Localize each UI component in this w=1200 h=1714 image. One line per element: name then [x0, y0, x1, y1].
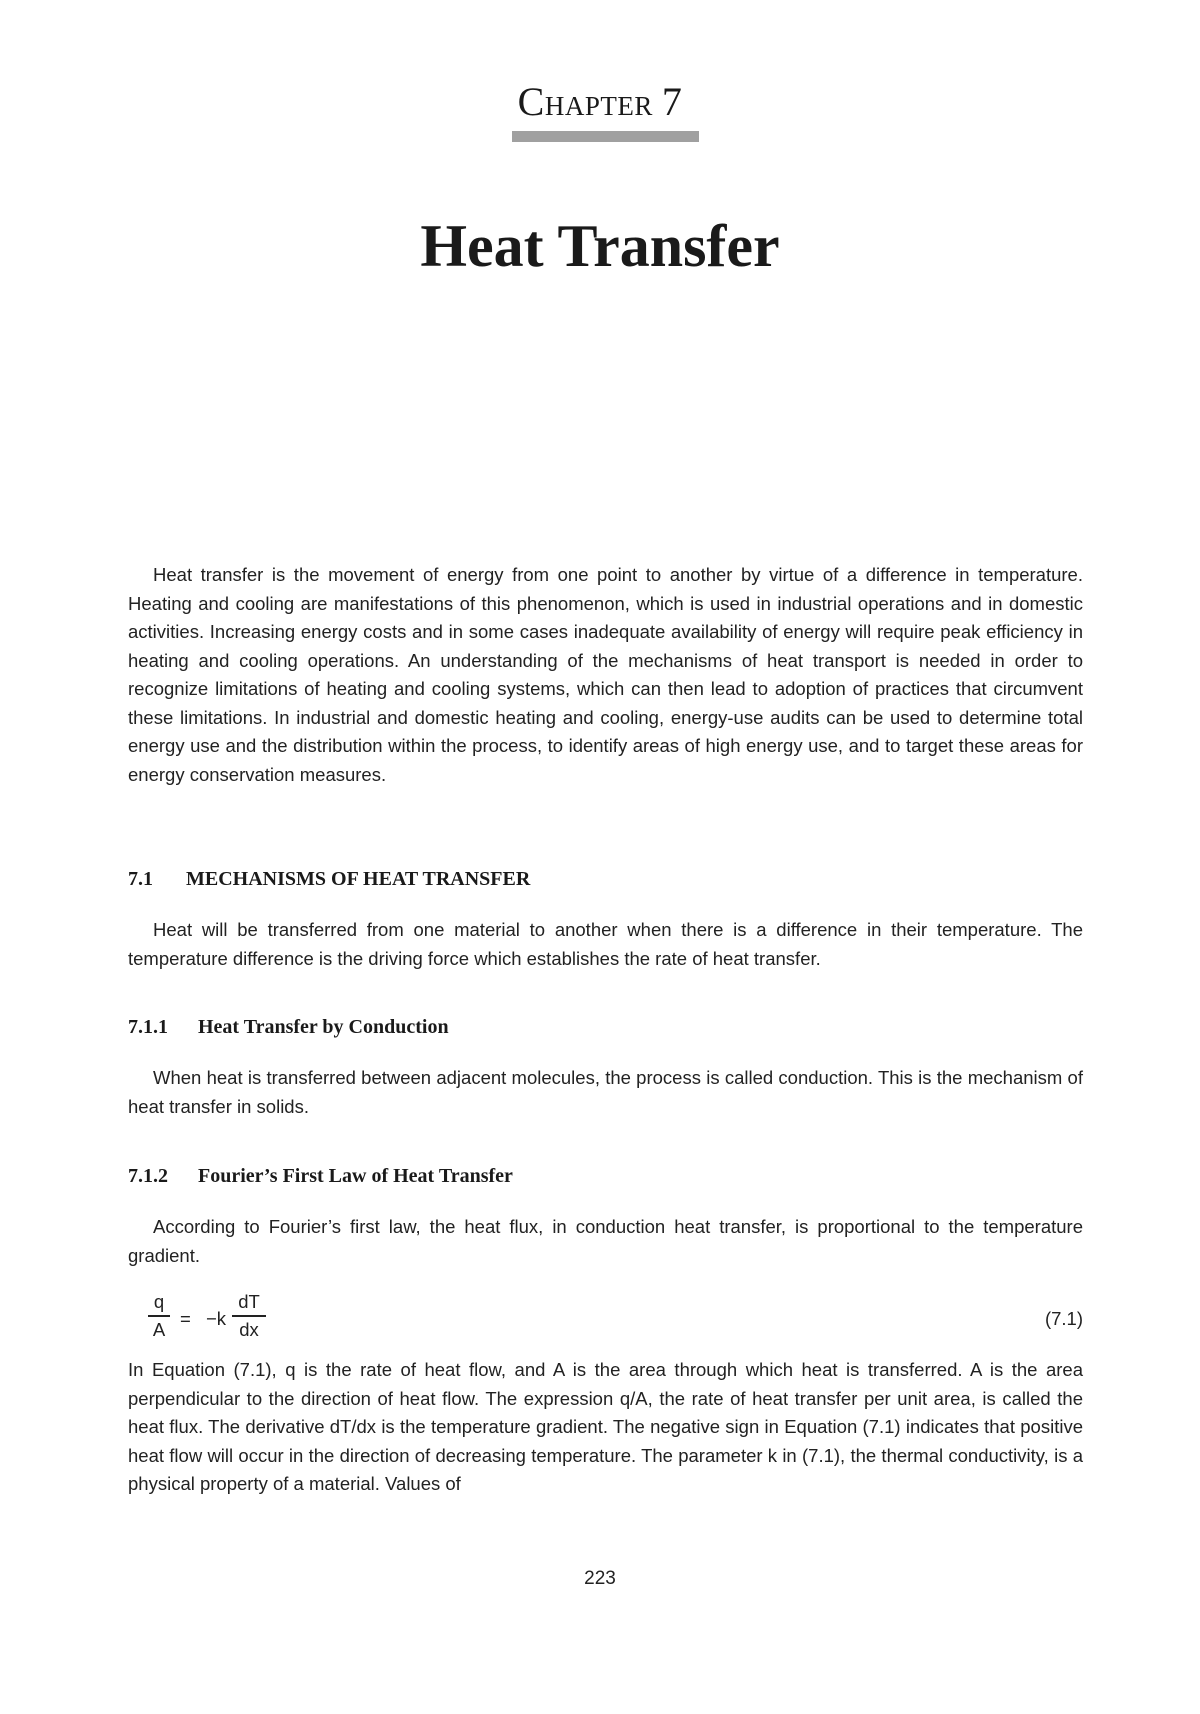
subsection-heading — [128, 1016, 449, 1039]
chapter-label — [0, 78, 1200, 125]
fraction-numerator: q — [153, 1291, 165, 1312]
subsection-paragraph: According to Fourier’s first law, the heat flux, in conduction heat transfer, is proportional to the temperature gradient. — [128, 1216, 1083, 1266]
fraction-numerator: dT — [238, 1291, 260, 1312]
coefficient: −k — [206, 1308, 227, 1329]
fraction-q-over-a — [148, 1290, 170, 1342]
page-number: 223 — [584, 1568, 616, 1589]
subsection-number: 7.1.2 — [128, 1165, 168, 1187]
fraction-denominator: dx — [239, 1318, 259, 1340]
section-paragraph: Heat will be transferred from one material to another when there is a difference in their temperature. The temperature difference is the driving force which establishes the rate of heat transfer. — [128, 919, 1083, 969]
subsection-title: Heat Transfer by Conduction — [198, 1016, 449, 1038]
section-heading — [128, 868, 530, 891]
chapter-rule — [512, 131, 699, 142]
section-number: 7.1 — [128, 868, 153, 890]
intro-paragraph: Heat transfer is the movement of energy from one point to another by virtue of a difference in temperature. Heating and cooling are manifestations of this phenomenon, which is used in industrial operations and in domestic activities. Increasing energy costs and in some cases inadequate availability of energy will require peak efficiency in heating and cooling operations. An understanding of the mechanisms of heat transport is needed in order to recognize limitations of heating and cooling systems, which can then lead to adoption of practices that circumvent these limitations. In industrial and domestic heating and cooling, energy-use audits can be used to determine total energy use and the distribution within the process, to identify areas of high energy use, and to target these areas for energy conservation measures. — [128, 564, 1083, 785]
chapter-title: Heat Transfer — [420, 213, 780, 279]
subsection-number: 7.1.1 — [128, 1016, 168, 1038]
chapter-label-initial: C — [517, 79, 545, 124]
chapter-label-rest: HAPTER — [544, 91, 653, 121]
section-title: MECHANISMS OF HEAT TRANSFER — [186, 868, 531, 890]
subsection-heading — [128, 1165, 513, 1188]
equation-fourier — [128, 1290, 1083, 1352]
equation-explanation: In Equation (7.1), q is the rate of heat flow, and A is the area through which heat is transferred. A is the area perpendicular to the direction of heat flow. The expression q/A, the rate of heat transfer per unit area, is called the heat flux. The derivative dT/dx is the temperature gradient. The negative sign in Equation (7.1) indicates that positive heat flow will occur in the direction of decreasing temperature. The parameter k in (7.1), the thermal conductivity, is a physical property of a material. Values of — [128, 1359, 1083, 1494]
fraction-bar — [232, 1315, 266, 1317]
equals-sign: = — [180, 1308, 191, 1329]
equation-number: (7.1) — [1044, 1308, 1083, 1329]
fraction-bar — [148, 1315, 170, 1317]
chapter-number: 7 — [661, 79, 683, 124]
subsection-title: Fourier’s First Law of Heat Transfer — [198, 1165, 513, 1187]
subsection-paragraph: When heat is transferred between adjacent molecules, the process is called conduction. This is the mechanism of heat transfer in solids. — [128, 1067, 1083, 1117]
fraction-denominator: A — [152, 1318, 166, 1340]
fraction-dt-over-dx — [232, 1290, 266, 1342]
